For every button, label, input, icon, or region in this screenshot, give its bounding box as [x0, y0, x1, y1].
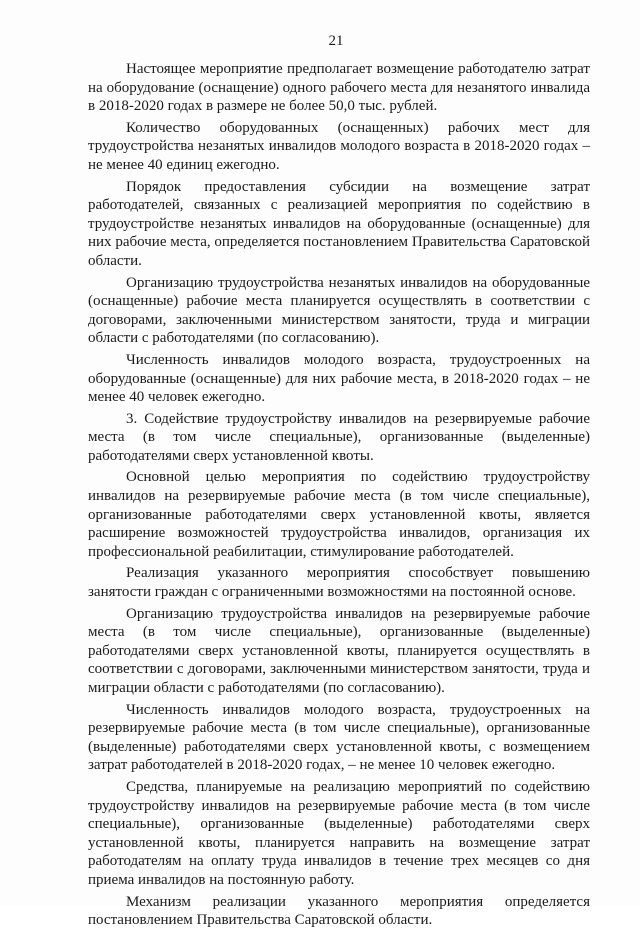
paragraph-12: Механизм реализации указанного мероприятия определяется постановлением Правительства Саратовской области.	[88, 893, 590, 929]
paragraph-4: Организацию трудоустройства незанятых инвалидов на оборудованные (оснащенные) рабочие места планируется осуществлять в соответствии с договорами, заключенными министерством занятости, труда и миграции области с работодателями (по согласованию).	[88, 274, 590, 347]
paragraph-2: Количество оборудованных (оснащенных) рабочих мест для трудоустройства незанятых инвалидов молодого возраста в 2018-2020 годах – не менее 40 единиц ежегодно.	[88, 119, 590, 173]
paragraph-1: Настоящее мероприятие предполагает возмещение работодателю затрат на оборудование (оснащение) одного рабочего места для незанятого инвалида в 2018-2020 годах в размере не более 50,0 тыс. рублей.	[88, 61, 590, 115]
paragraph-5: Численность инвалидов молодого возраста, трудоустроенных на оборудованные (оснащенные) для них рабочие места, в 2018-2020 годах – не менее 40 человек ежегодно.	[88, 351, 590, 406]
paragraph-8: Реализация указанного мероприятия способствует повышению занятости граждан с ограниченными возможностями на постоянной основе.	[88, 565, 590, 601]
paragraph-9: Организацию трудоустройства инвалидов на резервируемые рабочие места (в том числе специальные), организованные (выделенные) работодателями сверх установленной квоты, планируется осуществлять в соответствии с договорами, заключенными министерством занятости, труда и миграции области с работодателями (по согласованию).	[88, 605, 590, 696]
paragraph-3: Порядок предоставления субсидии на возмещение затрат работодателей, связанных с реализацией мероприятия по содействию в трудоустройстве незанятых инвалидов на оборудованные (оснащенные) для них рабочие места, определяется постановлением Правительства Саратовской области.	[88, 178, 590, 269]
section-heading-3: 3. Содействие трудоустройству инвалидов на резервируемые рабочие места (в том числе специальные), организованные (выделенные) работодателями сверх установленной квоты.	[88, 410, 590, 464]
paragraph-7: Основной целью мероприятия по содействию трудоустройству инвалидов на резервируемые рабочие места (в том числе специальные), организованные работодателями сверх установленной квоты, является расширение возможностей трудоустройства инвалидов, организация их профессиональной реабилитации, стимулирование работодателей.	[88, 469, 590, 560]
paragraph-11: Средства, планируемые на реализацию мероприятий по содействию трудоустройству инвалидов на резервируемые рабочие места (в том числе специальные), организованные (выделенные) работодателями сверх установленной квоты, планируется направить на возмещение затрат работодателям на оплату труда инвалидов в течение трех месяцев со дня приема инвалидов на постоянную работу.	[88, 778, 590, 888]
page-number: 21	[328, 33, 344, 49]
paragraph-10: Численность инвалидов молодого возраста, трудоустроенных на резервируемые рабочие места (в том числе специальные), организованные (выделенные) работодателями сверх установленной квоты, с возмещением затрат работодателей в 2018-2020 годах, – не менее 10 человек ежегодно.	[88, 701, 590, 774]
document-body	[88, 60, 590, 933]
